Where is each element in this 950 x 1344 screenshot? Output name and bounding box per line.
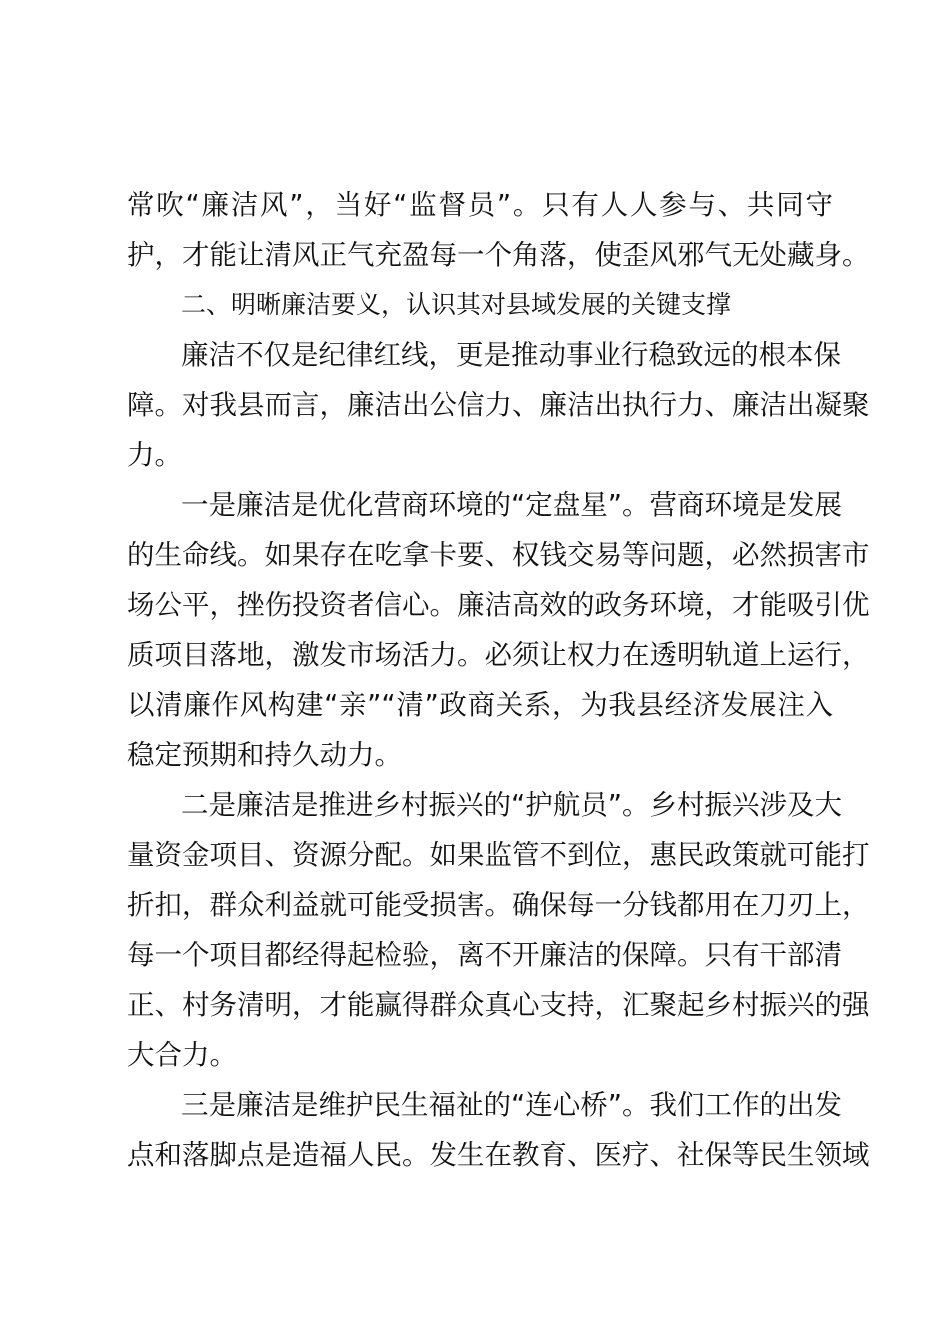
text-line: 的生命线。如果存在吃拿卡要、权钱交易等问题，必然损害市 <box>127 539 870 571</box>
text-line: 正、村务清明，才能赢得群众真心支持，汇聚起乡村振兴的强 <box>127 989 870 1021</box>
section-heading: 二、明晰廉洁要义，认识其对县域发展的关键支撑 <box>181 290 732 319</box>
text-line: 力。 <box>127 439 182 471</box>
text-line: 量资金项目、资源分配。如果监管不到位，惠民政策就可能打 <box>127 839 870 871</box>
paragraph-first-line: 二是廉洁是推进乡村振兴的“护航员”。乡村振兴涉及大 <box>181 789 842 821</box>
text-line: 每一个项目都经得起检验，离不开廉洁的保障。只有干部清 <box>127 939 842 971</box>
text-line: 大合力。 <box>127 1039 237 1071</box>
text-line: 常吹“廉洁风”，当好“监督员”。只有人人参与、共同守 <box>127 189 833 221</box>
text-line: 稳定预期和持久动力。 <box>127 739 402 771</box>
text-line: 质项目落地，激发市场活力。必须让权力在透明轨道上运行， <box>127 639 870 671</box>
paragraph-first-line: 三是廉洁是维护民生福祉的“连心桥”。我们工作的出发 <box>181 1089 842 1121</box>
text-line: 折扣，群众利益就可能受损害。确保每一分钱都用在刀刃上， <box>127 889 870 921</box>
text-line: 场公平，挫伤投资者信心。廉洁高效的政务环境，才能吸引优 <box>127 589 870 621</box>
paragraph-first-line: 一是廉洁是优化营商环境的“定盘星”。营商环境是发展 <box>181 489 842 521</box>
text-line: 护，才能让清风正气充盈每一个角落，使歪风邪气无处藏身。 <box>127 239 870 271</box>
text-line: 障。对我县而言，廉洁出公信力、廉洁出执行力、廉洁出凝聚 <box>127 389 870 421</box>
text-line: 点和落脚点是造福人民。发生在教育、医疗、社保等民生领域 <box>127 1139 870 1171</box>
paragraph-first-line: 廉洁不仅是纪律红线，更是推动事业行稳致远的根本保 <box>181 339 841 371</box>
text-line: 以清廉作风构建“亲”“清”政商关系，为我县经济发展注入 <box>127 689 833 721</box>
